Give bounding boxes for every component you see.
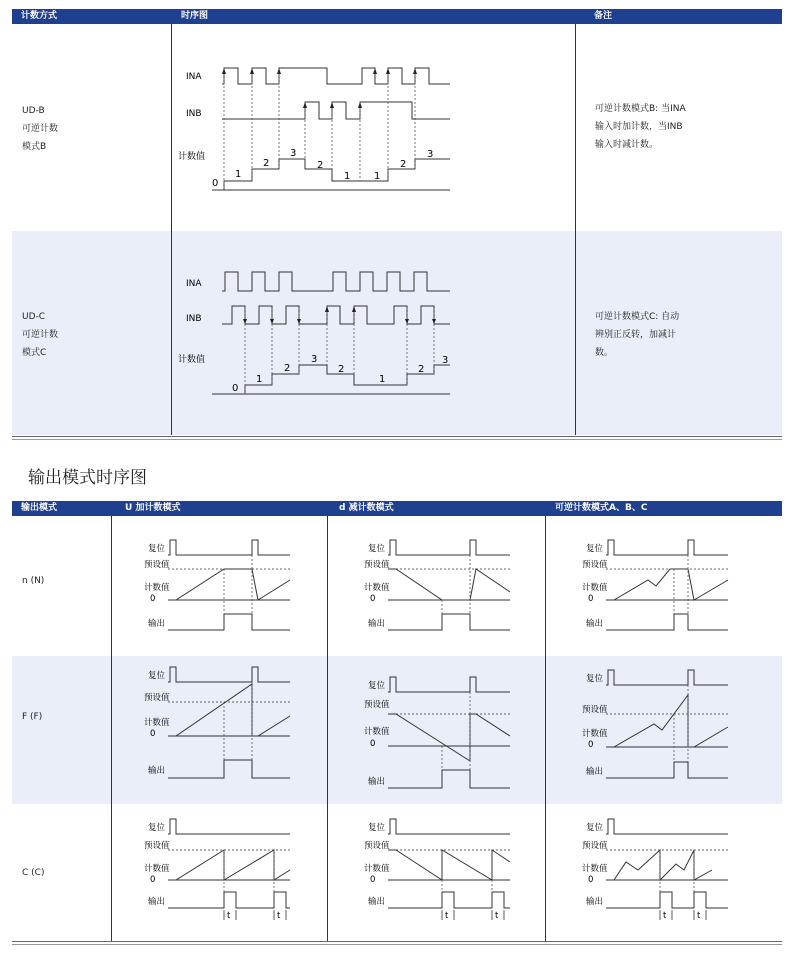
label-count: 计数值 [144,583,170,593]
svg-text:预设值: 预设值 [582,705,608,715]
cell-n-up [138,530,298,640]
svg-text:0: 0 [588,594,594,604]
svg-text:计数值: 计数值 [364,727,390,737]
table2-header-reversible: 可逆计数模式A、B、C [555,503,648,513]
udb-step-3: 3 [290,148,297,159]
svg-text:预设值: 预设值 [144,841,170,851]
svg-text:0: 0 [370,875,376,885]
label-zero: 0 [150,594,156,604]
mode-c-label: C (C) [22,868,45,878]
svg-text:复位: 复位 [368,544,386,554]
svg-text:输出: 输出 [148,897,166,907]
section2-title: 输出模式时序图 [28,468,147,488]
label-reset: 复位 [148,544,166,554]
t-label-2: t [277,911,281,921]
table1-bottom-rule-2 [12,439,782,440]
udc-ina-label: INA [186,279,202,289]
svg-text:复位: 复位 [368,823,386,833]
udb-step-2: 2 [263,158,270,169]
table2-header-down: d 减计数模式 [339,503,394,513]
svg-text:预设值: 预设值 [364,700,390,710]
table2-header-mode: 输出模式 [21,503,58,513]
svg-text:0: 0 [370,594,376,604]
udb-ina-label: INA [186,72,202,82]
table1-divider-2 [575,24,576,435]
svg-text:t: t [663,911,667,921]
svg-text:0: 0 [370,739,376,749]
svg-text:复位: 复位 [148,671,166,681]
udc-mode-label: UD-C 可逆计数 模式C [22,312,59,358]
cell-n-rev [576,530,736,640]
svg-text:输出: 输出 [368,777,386,787]
svg-text:0: 0 [588,875,594,885]
udc-step-4: 2 [338,364,345,375]
svg-text:0: 0 [150,875,156,885]
udb-note: 可逆计数模式B: 当INA 输入时加计数，当INB 输入时减计数。 [595,104,686,150]
table1-bottom-rule [12,436,782,437]
udc-inb-label: INB [186,314,202,324]
cell-n-down [358,530,518,640]
table1-header-note: 备注 [594,11,613,21]
t-label-1: t [227,911,231,921]
cell-c-up [138,812,298,927]
cell-f-down [358,660,518,795]
label-output: 输出 [148,619,166,629]
svg-text:计数值: 计数值 [364,864,390,874]
svg-text:输出: 输出 [586,619,604,629]
udb-step-8: 3 [427,149,434,160]
svg-text:0: 0 [150,729,156,739]
udb-mode-label: UD-B 可逆计数 模式B [22,106,59,152]
svg-text:计数值: 计数值 [582,583,608,593]
table1-header-timing: 时序图 [181,11,209,21]
svg-text:输出: 输出 [148,766,166,776]
svg-text:计数值: 计数值 [144,718,170,728]
svg-text:预设值: 预设值 [364,841,390,851]
udb-step-1: 1 [235,169,242,180]
svg-text:预设值: 预设值 [582,560,608,570]
svg-text:预设值: 预设值 [364,560,390,570]
svg-text:预设值: 预设值 [144,693,170,703]
svg-text:0: 0 [588,740,594,750]
table1-header-mode: 计数方式 [21,11,58,21]
svg-text:输出: 输出 [586,767,604,777]
svg-text:复位: 复位 [148,823,166,833]
udb-step-4: 2 [317,160,324,171]
table2-divider-1 [111,516,112,941]
udc-step-6: 2 [418,364,425,375]
udc-step-3: 3 [311,354,318,365]
svg-text:复位: 复位 [586,674,604,684]
cell-c-down [358,812,518,927]
svg-text:输出: 输出 [368,619,386,629]
svg-text:复位: 复位 [586,544,604,554]
udc-step-2: 2 [284,363,291,374]
svg-text:复位: 复位 [368,681,386,691]
udc-count-label: 计数值 [178,355,206,365]
table2-header [12,501,782,516]
table2-divider-3 [545,516,546,941]
udc-note: 可逆计数模式C: 自动 辨别正反转，加减计 数。 [595,312,680,358]
mode-n-label: n (N) [22,576,45,586]
udb-zero-label: 0 [212,178,219,189]
udb-inb-label: INB [186,109,202,119]
udb-step-5: 1 [344,171,351,182]
svg-text:计数值: 计数值 [364,583,390,593]
table2-bottom-rule [12,941,782,942]
udc-step-7: 3 [442,355,449,366]
svg-text:计数值: 计数值 [582,864,608,874]
table1-header [12,9,782,24]
mode-f-label: F (F) [22,712,43,722]
udc-timing-diagram [172,231,575,435]
udb-step-6: 1 [374,171,381,182]
svg-text:t: t [495,911,499,921]
table2-header-up: U 加计数模式 [125,503,181,513]
cell-f-rev [576,660,736,790]
svg-text:t: t [445,911,449,921]
cell-c-rev [576,812,736,927]
udc-zero-label: 0 [232,383,239,394]
udb-step-7: 2 [400,159,407,170]
svg-text:输出: 输出 [368,897,386,907]
table2-divider-2 [327,516,328,941]
table2-bottom-rule-2 [12,944,782,945]
udc-step-5: 1 [379,374,386,385]
svg-text:复位: 复位 [586,823,604,833]
cell-f-up [138,660,298,790]
udb-count-label: 计数值 [178,152,206,162]
label-preset: 预设值 [144,560,170,570]
svg-text:预设值: 预设值 [582,841,608,851]
svg-text:t: t [697,911,701,921]
svg-text:输出: 输出 [586,897,604,907]
svg-text:计数值: 计数值 [582,729,608,739]
svg-text:计数值: 计数值 [144,864,170,874]
udc-step-1: 1 [256,374,263,385]
udb-timing-diagram [172,24,575,231]
